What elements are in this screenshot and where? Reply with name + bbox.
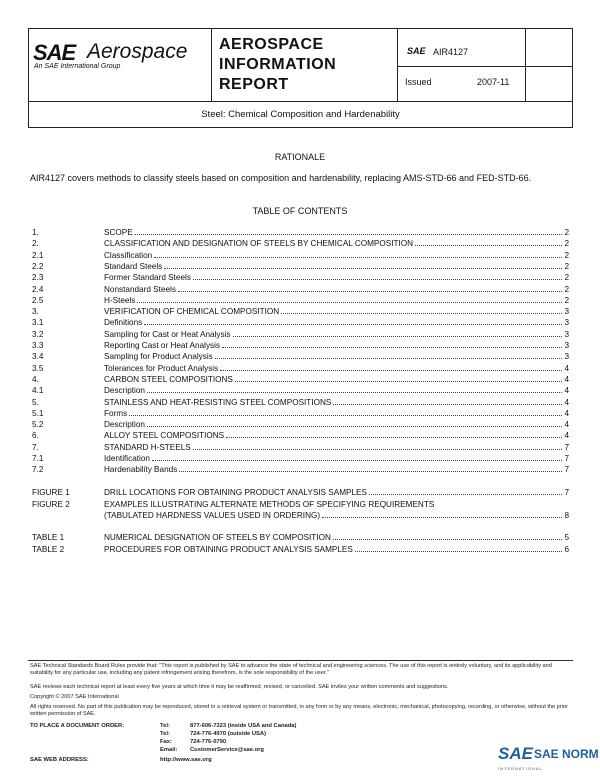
toc-leader-dots	[154, 250, 562, 258]
toc-entry-title: Tolerances for Product Analysis	[104, 363, 219, 373]
toc-entry-number: 7.	[32, 442, 39, 452]
toc-entry[interactable]	[32, 306, 569, 317]
toc-leader-dots	[281, 306, 562, 314]
toc-leader-dots	[193, 272, 563, 280]
toc-leader-dots	[179, 464, 562, 472]
email-link[interactable]: CustomerService@sae.org	[190, 747, 264, 753]
toc-entry-number: 4.	[32, 374, 39, 384]
toc-entry-page: 2	[564, 284, 569, 294]
toc-entry-title: STAINLESS AND HEAT-RESISTING STEEL COMPOSITIONS	[104, 397, 332, 407]
toc-entry-page: 4	[564, 397, 569, 407]
document-number: AIR4127	[433, 47, 469, 57]
toc-entry[interactable]	[32, 329, 569, 340]
toc-entry-page: 2	[564, 228, 569, 237]
document-header	[28, 28, 573, 102]
toc-entry[interactable]	[32, 544, 569, 555]
toc-leader-dots	[144, 317, 562, 325]
toc-entry[interactable]	[32, 397, 569, 408]
watermark-logo: SAE	[498, 744, 533, 763]
toc-entry-number: TABLE 2	[32, 544, 65, 554]
toc-entry-title: Definitions	[104, 318, 143, 328]
web-label: SAE WEB ADDRESS:	[30, 757, 89, 763]
toc-leader-dots	[233, 329, 563, 337]
toc-entry-title: STANDARD H-STEELS	[104, 442, 191, 452]
email-label: Email:	[160, 747, 178, 753]
toc-entry[interactable]	[32, 532, 569, 543]
report-type-title: AEROSPACE INFORMATION REPORT	[219, 36, 337, 93]
watermark-text: SAE NORM	[534, 747, 599, 761]
toc-entry-title: Identification	[104, 454, 150, 463]
toc-leader-dots	[415, 238, 562, 246]
toc-leader-dots	[193, 442, 563, 450]
toc-entry-number: 3.4	[32, 352, 44, 362]
toc-entry-page: 5	[564, 533, 569, 542]
toc-entry-title: VERIFICATION OF CHEMICAL COMPOSITION	[104, 307, 280, 317]
footer-divider	[28, 660, 573, 661]
toc-leader-dots	[222, 340, 562, 348]
toc-entry[interactable]	[32, 227, 569, 238]
tel-value: 877-606-7323 (inside USA and Canada)	[190, 723, 297, 729]
document-subject: Steel: Chemical Composition and Hardenability	[28, 102, 573, 128]
tel2-value: 724-776-4970 (outside USA)	[190, 731, 267, 737]
toc-leader-dots	[322, 510, 562, 518]
toc-entry-page: 4	[564, 386, 569, 396]
toc-entry-title: PROCEDURES FOR OBTAINING PRODUCT ANALYSIS SAMPLES	[104, 544, 353, 554]
toc-entry-number: 3.	[32, 307, 39, 317]
toc-entry-page: 6	[564, 544, 569, 554]
toc-entry-page: 4	[564, 408, 569, 418]
toc-entry-number: FIGURE 1	[32, 488, 70, 497]
toc-entry[interactable]	[32, 464, 569, 475]
toc-entry-title: CARBON STEEL COMPOSITIONS	[104, 374, 233, 384]
order-label: TO PLACE A DOCUMENT ORDER:	[30, 723, 125, 729]
toc-entry-number: TABLE 1	[32, 533, 65, 542]
toc-entry-title: Sampling for Product Analysis	[104, 352, 213, 362]
sae-small-logo: SAE	[407, 46, 426, 56]
toc-entry[interactable]	[32, 374, 569, 385]
toc-entry-number: 3.3	[32, 341, 44, 350]
toc-entry[interactable]	[32, 453, 569, 464]
toc-entry[interactable]	[32, 487, 569, 498]
toc-entry-page: 2	[564, 295, 569, 305]
toc-entry-page: 7	[564, 454, 569, 463]
toc-entry-page: 4	[564, 431, 569, 441]
issued-label: Issued	[405, 77, 432, 87]
toc-leader-dots	[178, 284, 563, 292]
toc-entry-page: 7	[564, 488, 569, 497]
toc-entry[interactable]	[32, 284, 569, 295]
toc-entry[interactable]	[32, 363, 569, 374]
toc-entry-title: Forms	[104, 408, 128, 418]
toc-entry[interactable]	[32, 430, 569, 441]
toc-entry-title: ALLOY STEEL COMPOSITIONS	[104, 431, 225, 441]
toc-leader-dots	[369, 487, 562, 495]
toc-leader-dots	[220, 363, 562, 371]
toc-entry-number: 5.1	[32, 408, 44, 418]
toc-entry-number: 2.1	[32, 250, 44, 260]
toc-entry[interactable]	[32, 385, 569, 396]
toc-entry[interactable]	[32, 499, 569, 510]
toc-leader-dots	[137, 295, 562, 303]
footer-copyright: Copyright © 2007 SAE International	[30, 694, 119, 700]
toc-entry-number: 2.5	[32, 295, 44, 305]
toc-entry-title: EXAMPLES ILLUSTRATING ALTERNATE METHODS OF SPECIFYING REQUIREMENTS	[104, 499, 435, 509]
sae-aerospace-logo-text: Aerospace	[87, 40, 188, 63]
fax-value: 724-776-0790	[190, 739, 227, 745]
toc-entry[interactable]	[32, 295, 569, 306]
toc-entry-title: CLASSIFICATION AND DESIGNATION OF STEELS BY CHEMICAL COMPOSITION	[104, 239, 414, 249]
toc-entry[interactable]	[32, 419, 569, 430]
toc-entry-title: (TABULATED HARDNESS VALUES USED IN ORDERING)	[104, 510, 321, 520]
toc-entry[interactable]	[32, 250, 569, 261]
toc-entry-page: 7	[564, 465, 569, 475]
toc-leader-dots	[164, 261, 562, 269]
toc-leader-dots	[152, 453, 562, 461]
toc-entry-continuation[interactable]	[32, 510, 569, 521]
toc-leader-dots	[147, 385, 562, 393]
toc-entry-page: 7	[564, 442, 569, 452]
web-link[interactable]: http://www.sae.org	[160, 757, 212, 763]
toc-entry-page: 3	[564, 329, 569, 339]
toc-entry-number: 2.2	[32, 261, 44, 271]
tel2-label: Tel:	[160, 731, 170, 737]
toc-heading: TABLE OF CONTENTS	[252, 206, 348, 216]
toc-leader-dots	[333, 532, 563, 540]
footer-review-text: SAE reviews each technical report at least every five years at which time it may be reaffirmed, revised, or cancelled. SAE invites your written comments and suggestions.	[30, 684, 449, 690]
header-divider	[211, 29, 212, 101]
toc-leader-dots	[355, 544, 563, 552]
toc-entry[interactable]	[32, 317, 569, 328]
footer-rules-text: SAE Technical Standards Board Rules provide that: "This report is published by SAE to advance the state of technical and engineering sciences. The use of this report is entirely voluntary, and its applicability and suitability for any particular use, including any patent infringement arising therefrom, is the sole responsibility of the user."	[30, 663, 552, 676]
toc-entry-page: 8	[564, 510, 569, 520]
toc-entry-number: 7.1	[32, 454, 44, 463]
toc-entry-number: 3.2	[32, 329, 44, 339]
toc-entry-number: 5.	[32, 397, 39, 407]
toc-entry-page: 3	[564, 307, 569, 317]
footer-rights-text: All rights reserved. No part of this publication may be reproduced, stored in a retrieval system or transmitted, in any form or by any means, electronic, mechanical, photocopying, recording, or otherwise, without the prior written permission of SAE.	[30, 704, 568, 717]
toc-leader-dots	[235, 374, 563, 382]
toc-entry-page: 2	[564, 250, 569, 260]
toc-entry-title: Hardenability Bands	[104, 465, 178, 475]
sae-logo-mark: SAE	[33, 40, 76, 65]
watermark-subtext: INTERNATIONAL	[498, 766, 543, 771]
toc-entry[interactable]	[32, 340, 569, 351]
toc-entry-title: NUMERICAL DESIGNATION OF STEELS BY COMPOSITION	[104, 533, 331, 542]
header-divider	[397, 66, 572, 67]
rationale-text: AIR4127 covers methods to classify steels based on composition and hardenability, replacing AMS-STD-66 and FED-STD-66.	[30, 173, 532, 183]
toc-entry-title: Description	[104, 386, 145, 396]
toc-entry-title: Reporting Cast or Heat Analysis	[104, 341, 221, 350]
toc-leader-dots	[147, 419, 562, 427]
rationale-heading: RATIONALE	[274, 152, 326, 162]
logo-subtitle: An SAE International Group	[34, 63, 121, 70]
toc-entry-number: 2.3	[32, 273, 44, 283]
toc-entry-number: 1.	[32, 228, 39, 237]
toc-leader-dots	[215, 351, 563, 359]
toc-entry[interactable]	[32, 261, 569, 272]
toc-entry-title: Description	[104, 420, 145, 430]
toc-entry-title: Classification	[104, 250, 153, 260]
toc-entry-page: 4	[564, 363, 569, 373]
toc-leader-dots	[333, 397, 562, 405]
toc-entry-page: 2	[564, 261, 569, 271]
toc-entry-page: 4	[564, 420, 569, 430]
toc-leader-dots	[135, 227, 563, 235]
toc-entry-title: H-Steels	[104, 295, 136, 305]
toc-leader-dots	[129, 408, 562, 416]
toc-entry-number: 6.	[32, 431, 39, 441]
toc-entry-page: 4	[564, 374, 569, 384]
header-divider	[397, 29, 398, 101]
toc-entry-number: 5.2	[32, 420, 44, 430]
toc-entry-number: 3.1	[32, 318, 44, 328]
toc-entry-title: Former Standard Steels	[104, 273, 191, 283]
toc-entry[interactable]	[32, 272, 569, 283]
toc-entry-title: SCOPE	[104, 228, 133, 237]
toc-entry[interactable]	[32, 442, 569, 453]
toc-entry-page: 2	[564, 273, 569, 283]
issued-date: 2007-11	[477, 77, 510, 87]
toc-entry-page: 3	[564, 318, 569, 328]
toc-entry-number: 7.2	[32, 465, 44, 475]
toc-entry-page: 3	[564, 341, 569, 350]
toc-entry-number: FIGURE 2	[32, 499, 70, 509]
toc-leader-dots	[226, 430, 562, 438]
toc-entry[interactable]	[32, 408, 569, 419]
header-divider	[525, 29, 526, 101]
toc-entry-number: 2.4	[32, 284, 44, 294]
toc-entry-page: 3	[564, 352, 569, 362]
toc-entry-number: 3.5	[32, 363, 44, 373]
toc-entry-number: 4.1	[32, 386, 44, 396]
toc-entry[interactable]	[32, 351, 569, 362]
toc-entry-title: Nonstandard Steels	[104, 284, 176, 294]
toc-entry-page: 2	[564, 239, 569, 249]
toc-entry-title: Standard Steels	[104, 261, 163, 271]
tel-label: Tel:	[160, 723, 170, 729]
toc-entry-number: 2.	[32, 239, 39, 249]
fax-label: Fax:	[160, 739, 172, 745]
toc-entry[interactable]	[32, 238, 569, 249]
toc-entry-title: Sampling for Cast or Heat Analysis	[104, 329, 231, 339]
toc-entry-title: DRILL LOCATIONS FOR OBTAINING PRODUCT ANALYSIS SAMPLES	[104, 488, 367, 497]
